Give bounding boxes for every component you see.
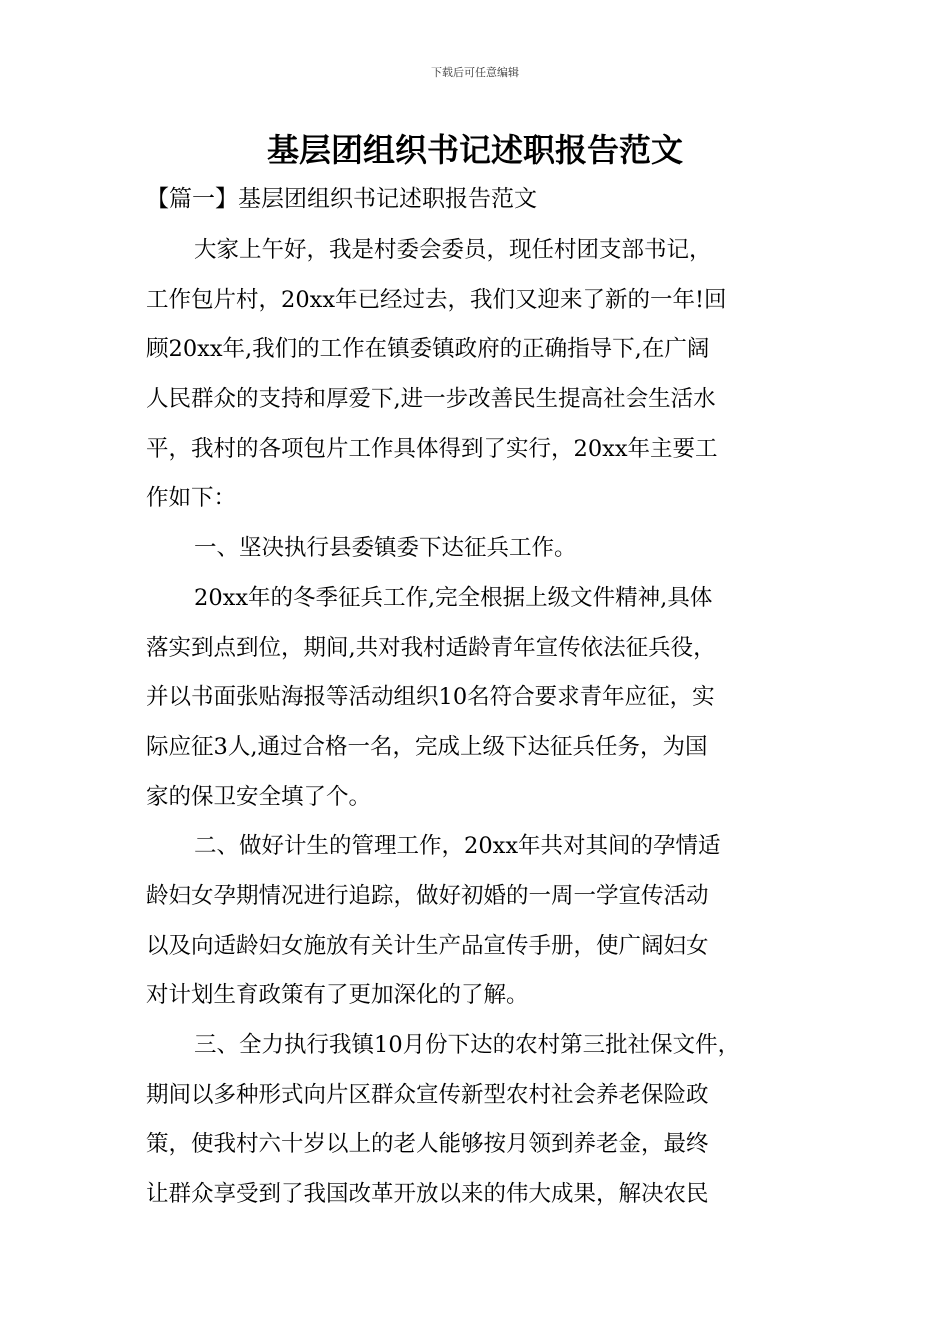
paragraph-item-1-heading [146, 524, 814, 574]
download-note: 下载后可任意编辑 [431, 66, 519, 79]
text-line: 龄妇女孕期情况进行追踪，做好初婚的一周一学宣传活动 [146, 882, 709, 909]
paragraph-item-2 [146, 822, 814, 1021]
text-line: 作如下： [146, 485, 237, 512]
paragraph-item-1-body [146, 574, 814, 822]
text-line: 以及向适龄妇女施放有关计生产品宣传手册，使广阔妇女 [146, 932, 709, 959]
text-line: 落实到点到位，期间,共对我村适龄青年宣传依法征兵役， [146, 634, 716, 661]
text-line: 人民群众的支持和厚爱下,进一步改善民生提高社会生活水 [146, 386, 716, 413]
text-line: 一、坚决执行县委镇委下达征兵工作。 [194, 535, 577, 562]
text-line: 让群众享受到了我国改革开放以来的伟大成果，解决农民 [146, 1181, 709, 1208]
text-line: 并以书面张贴海报等活动组织10名符合要求青年应征，实 [146, 684, 715, 711]
text-line: 三、全力执行我镇10月份下达的农村第三批社保文件， [194, 1032, 741, 1058]
paragraph-item-3 [146, 1021, 814, 1220]
document-body [146, 226, 814, 1220]
text-line: 期间以多种形式向片区群众宣传新型农村社会养老保险政 [146, 1081, 709, 1108]
text-line: 工作包片村，20xx年已经过去，我们又迎来了新的一年!回 [146, 286, 727, 313]
document-title: 基层团组织书记述职报告范文 [266, 131, 683, 169]
text-line: 平，我村的各项包片工作具体得到了实行，20xx年主要工 [146, 435, 718, 462]
section-heading: 【篇一】基层团组织书记述职报告范文 [146, 186, 537, 212]
text-line: 大家上午好，我是村委会委员，现任村团支部书记， [194, 237, 712, 263]
text-line: 策，使我村六十岁以上的老人能够按月领到养老金，最终 [146, 1131, 709, 1158]
text-line: 二、做好计生的管理工作，20xx年共对其间的孕情适 [194, 833, 721, 860]
text-line: 际应征3人,通过合格一名，完成上级下达征兵任务，为国 [146, 733, 708, 760]
text-line: 顾20xx年,我们的工作在镇委镇政府的正确指导下,在广阔 [146, 336, 710, 363]
text-line: 家的保卫安全填了个。 [146, 783, 372, 810]
paragraph-intro [146, 226, 814, 524]
text-line: 20xx年的冬季征兵工作,完全根据上级文件精神,具体 [194, 584, 713, 611]
text-line: 对计划生育政策有了更加深化的了解。 [146, 982, 529, 1009]
